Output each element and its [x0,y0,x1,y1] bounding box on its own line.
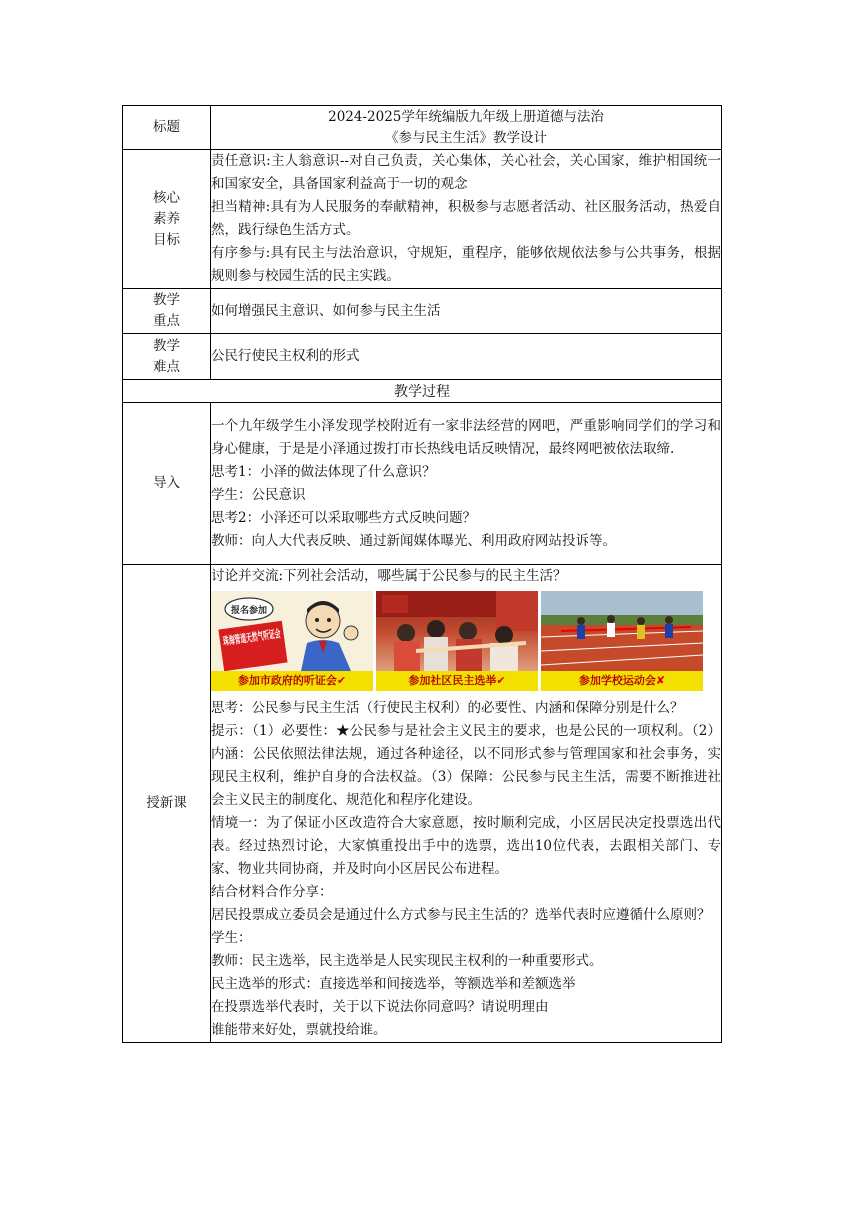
intro-row [123,403,722,565]
lesson-paragraph: 结合材料合作分享： [211,884,333,900]
process-header-row [123,380,722,403]
intro-label: 导入 [123,403,211,565]
sports-meet-photo [541,591,703,691]
lesson-paragraph: 居民投票成立委员会是通过什么方式参与民主生活的？选举代表时应遵循什么原则？ [211,907,711,923]
lesson-paragraph: 提示：（1）必要性：★公民参与是社会主义民主的要求，也是公民的一项权利。（2）内涵：公民依照法律法规，通过各种途径，以不同形式参与管理国家和社会事务，实现民主权利，维护自身的合法权益。（3）保障：公民参与民主生活，需要不断推进社会主义民主的制度化、规范化和程序化建设。 [211,723,721,808]
core-goal-paragraph: 责任意识:主人翁意识--对自己负责，关心集体，关心社会，关心国家，维护相国统一和国家安全，具备国家利益高于一切的观念 [211,153,721,192]
label-line: 素养 [153,210,180,227]
new-lesson-label: 授新课 [123,565,211,1043]
intro-paragraph: 思考2：小泽还可以采取哪些方式反映问题？ [211,509,477,526]
label-line: 目标 [153,231,180,248]
hearing-caption-text: 参加市政府的听证会 [237,674,337,687]
intro-paragraph: 一个九年级学生小泽发现学校附近有一家非法经营的网吧，严重影响同学们的学习和身心健康，于是是小泽通过拨打市长热线电话反映情况，最终网吧被依法取缔. [211,417,721,457]
lesson-plan-table [122,105,722,1043]
lesson-paragraph: 民主选举的形式：直接选举和间接选举，等额选举和差额选举 [211,976,576,992]
intro-paragraph: 教师：向人大代表反映、通过新闻媒体曝光、利用政府网站投诉等。 [211,532,616,549]
intro-paragraph: 思考1：小泽的做法体现了什么意识？ [211,463,436,480]
cross-mark-icon: ✘ [655,674,666,687]
intro-content [211,403,722,565]
focus-label [123,289,211,334]
community-election-photo [376,591,538,691]
difficulty-content: 公民行使民主权利的形式 [211,334,722,380]
speech-bubble-text: 报名参加 [230,606,268,616]
core-goals-label-text [123,188,210,251]
lesson-paragraph: 在投票选举代表时，关于以下说法你同意吗？请说明理由 [211,999,549,1015]
lesson-paragraph: 教师：民主选举，民主选举是人民实现民主权利的一种重要形式。 [211,953,603,969]
difficulty-row [123,334,722,380]
core-goals-content [211,150,722,289]
intro-paragraph: 学生：公民意识 [211,486,306,503]
core-goals-label [123,150,211,289]
label-line: 难点 [153,358,180,375]
check-mark-icon: ✔ [336,674,347,687]
cartoon-illustration [211,591,373,671]
sports-caption [541,671,703,691]
title-label: 标题 [123,106,211,150]
new-lesson-content [211,565,722,1043]
label-line: 教学 [153,337,180,354]
core-goal-paragraph: 有序参与:具有民主与法治意识，守规矩，重程序，能够依规依法参与公共事务，根据规则参与校园生活的民主实践。 [211,245,721,284]
election-scene [376,591,538,671]
new-lesson-row [123,565,722,1043]
board-text: 珠海管道天然气听证会 [222,619,333,649]
label-line: 核心 [153,189,180,206]
focus-label-text [123,290,210,332]
check-mark-icon: ✔ [496,674,506,687]
core-goal-paragraph: 担当精神:具有为人民服务的奉献精神，积极参与志愿者活动、社区服务活动，热爱自然，践行绿色生活方式。 [211,199,721,238]
sports-caption-text: 参加学校运动会 [578,674,656,687]
difficulty-label [123,334,211,380]
process-header: 教学过程 [123,380,722,403]
activity-images [211,591,721,691]
title-line-1: 2024-2025学年统编版九年级上册道德与法治 [328,108,604,125]
focus-content: 如何增强民主意识、如何参与民主生活 [211,289,722,334]
lesson-paragraph: 学生： [211,930,252,946]
difficulty-label-text [123,336,210,378]
label-line: 教学 [153,292,180,308]
title-row [123,106,722,150]
election-caption-text: 参加社区民主选举 [408,674,497,687]
sports-scene [541,591,703,671]
title-line-2: 《参与民主生活》教学设计 [385,129,547,146]
focus-row [123,289,722,334]
label-line: 重点 [153,313,180,329]
lesson-paragraph: 思考：公民参与民主生活（行使民主权利）的必要性、内涵和保障分别是什么？ [211,700,684,716]
lesson-paragraph: 谁能带来好处，票就投给谁。 [211,1022,387,1038]
election-caption [376,671,538,691]
hearing-caption [211,671,373,691]
core-goals-row [123,150,722,289]
lesson-paragraph: 情境一：为了保证小区改造符合大家意愿，按时顺利完成，小区居民决定投票选出代表。经过热烈讨论，大家慎重投出手中的选票，选出10位代表，去跟相关部门、专家、物业共同协商，并及时向小区居民公布进程。 [211,815,721,877]
title-content [211,106,722,150]
hearing-cartoon-image [211,591,373,691]
discuss-prompt: 讨论并交流:下列社会活动，哪些属于公民参与的民主生活？ [211,568,567,584]
